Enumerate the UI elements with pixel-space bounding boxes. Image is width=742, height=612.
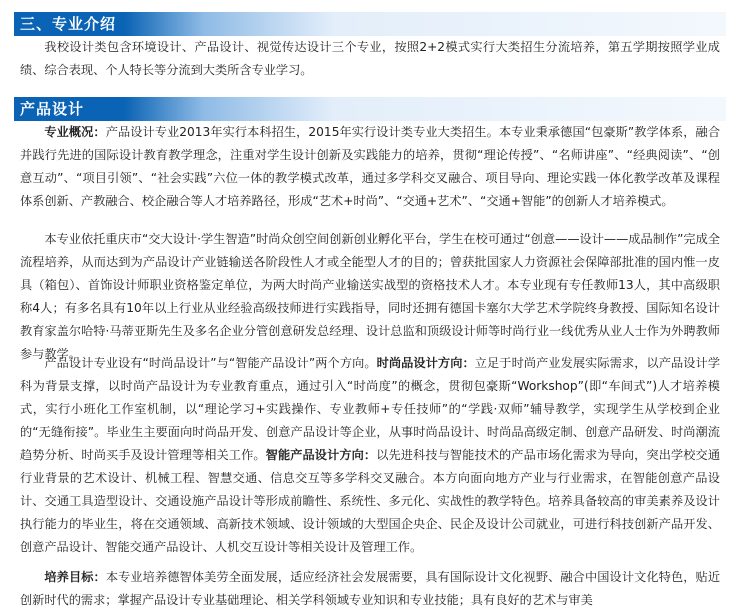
platform-paragraph: 本专业依托重庆市“交大设计·学生智造”时尚众创空间创新创业孵化平台，学生在校可通过“创意——设计——成品制作”完成全流程培养，从而达到为产品设计产业链输送各阶段性人才或全能型人才的目的；曾获批国家人力资源社会保障部批准的国内惟一皮具（箱包）、首饰设计师职业资格鉴定单位，为两大时尚产业输送实战型的资格技术人才。本专业现有专任教师13人，其中高级职称4人；有多名具有10年以上行业从业经验高级技师进行实践指导，同时还拥有德国卡塞尔大学艺术学院终身教授、国际知名设计教育家盖尔哈特·马蒂亚斯先生及多名企业分管创意研发总经理、设计总监和顶级设计师等时尚行业一线优秀从业人士作为外聘教师参与教学。 <box>20 232 720 361</box>
smart-direction-label: 智能产品设计方向： <box>265 448 377 462</box>
objectives-label: 培养目标： <box>44 570 106 584</box>
objectives-text: 本专业培养德智体美劳全面发展，适应经济社会发展需要，具有国际设计文化视野、融合中国设计文化特色，贴近创新时代的需求；掌握产品设计专业基础理论、相关学科领域专业知识和专业技能；具有良好的艺术与审美 <box>20 570 721 607</box>
section-title: 三、专业介绍 <box>20 15 117 33</box>
objectives-paragraph <box>20 566 720 612</box>
smart-direction-text: 以先进科技与智能技术的产品市场化需求为导向，突出学校交通行业背景的艺术设计、机械工程、智慧交通、信息交互等多学科交叉融合。本方向面向地方产业与行业需求，在智能创意产品设计、交通工具造型设计、交通设施产品设计等形成前瞻性、系统性、多元化、实战性的教学特色。培养具备较高的审美素养及设计执行能力的毕业生，将在交通领域、高新技术领域、设计领域的大型国企央企、民企及设计公司就业，可进行科技创新产品开发、创意产品设计、智能交通产品设计、人机交互设计等相关设计及管理工作。 <box>20 448 721 554</box>
overview-text: 产品设计专业2013年实行本科招生，2015年实行设计类专业大类招生。本专业秉承德国“包豪斯”教学体系，融合并践行先进的国际设计教育教学理念，注重对学生设计创新及实践能力的培养，贯彻“理论传授”、“名师讲座”、“经典阅读”、“创意互动”、“项目引领”、“社会实践”六位一体的教学模式改革，通过多学科交叉融合、项目导向、理论实践一体化教学改革及课程体系创新、产教融合、校企融合等人才培养路径，形成“艺术+时尚”、“交通+艺术”、“交通+智能”的创新人才培养模式。 <box>20 125 721 208</box>
fashion-direction-label: 时尚品设计方向： <box>376 356 475 370</box>
overview-label: 专业概况： <box>44 125 106 139</box>
intro-paragraph: 我校设计类包含环境设计、产品设计、视觉传达设计三个专业，按照2+2模式实行大类招生分流培养，第五学期按照学业成绩、综合表现、个人特长等分流到大类所含专业学习。 <box>20 40 720 77</box>
section-header-intro <box>14 12 726 36</box>
section-title: 产品设计 <box>20 100 85 118</box>
directions-paragraph <box>20 352 720 559</box>
directions-intro: 产品设计专业设有“时尚品设计”与“智能产品设计”两个方向。 <box>44 356 377 370</box>
overview-paragraph <box>20 121 720 213</box>
section-header-product-design <box>14 97 726 121</box>
fashion-direction-text: 立足于时尚产业发展实际需求，以产品设计学科为背景支撑，以时尚产品设计为专业教育重点，通过引入“时尚度”的概念，贯彻包豪斯“Workshop”(即“车间式”)人才培养模式，实行小班化工作室机制，以“理论学习+实践操作、专业教师+专任技师”的“学践·双师”辅导教学，实现学生从学校到企业的“无缝衔接”。毕业生主要面向时尚品开发、创意产品设计等企业，从事时尚品设计、时尚品高级定制、创意产品研发、时尚潮流趋势分析、时尚买手及设计管理等相关工作。 <box>20 356 721 462</box>
